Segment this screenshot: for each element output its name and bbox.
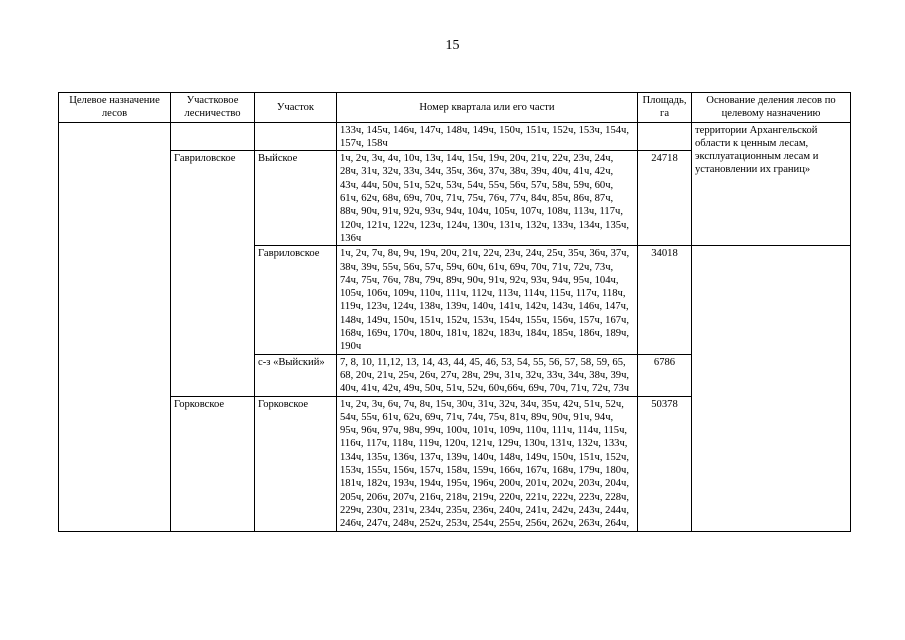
plot-cell [255, 122, 337, 151]
header-purpose: Целевое назначение лесов [59, 93, 171, 123]
area-cell: 50378 [638, 396, 692, 531]
table-header-row [59, 93, 851, 123]
plot-cell: Горковское [255, 396, 337, 531]
district-cell [171, 122, 255, 151]
basis-empty-cell [692, 246, 851, 531]
plot-cell: Гавриловское [255, 246, 337, 354]
header-basis: Основание деления лесов по целевому назначению [692, 93, 851, 123]
quarters-cell: 1ч, 2ч, 7ч, 8ч, 9ч, 19ч, 20ч, 21ч, 22ч, 23ч, 24ч, 25ч, 35ч, 36ч, 37ч, 38ч, 39ч, 55ч, 56ч, 57ч, 59ч, 60ч, 61ч, 69ч, 70ч, 71ч, 72ч, 73ч, 74ч, 75ч, 76ч, 78ч, 79ч, 89ч, 90ч, 91ч, 92ч, 93ч, 94ч, 95ч, 104ч, 105ч, 106ч, 109ч, 110ч, 111ч, 112ч, 113ч, 114ч, 115ч, 117ч, 118ч, 119ч, 123ч, 124ч, 138ч, 139ч, 140ч, 141ч, 142ч, 143ч, 146ч, 147ч, 148ч, 149ч, 150ч, 151ч, 152ч, 153ч, 154ч, 155ч, 156ч, 157ч, 167ч, 168ч, 169ч, 170ч, 180ч, 181ч, 182ч, 183ч, 184ч, 185ч, 186ч, 189ч, 190ч [337, 246, 638, 354]
plot-cell: Выйское [255, 151, 337, 246]
quarters-cell: 1ч, 2ч, 3ч, 6ч, 7ч, 8ч, 15ч, 30ч, 31ч, 32ч, 34ч, 35ч, 42ч, 51ч, 52ч, 54ч, 55ч, 61ч, 62ч, 69ч, 71ч, 74ч, 75ч, 81ч, 89ч, 90ч, 91ч, 94ч, 95ч, 96ч, 97ч, 98ч, 99ч, 100ч, 101ч, 109ч, 110ч, 111ч, 114ч, 115ч, 116ч, 117ч, 118ч, 119ч, 120ч, 121ч, 129ч, 130ч, 131ч, 132ч, 133ч, 134ч, 135ч, 136ч, 137ч, 139ч, 140ч, 148ч, 149ч, 150ч, 151ч, 152ч, 153ч, 155ч, 156ч, 157ч, 158ч, 159ч, 166ч, 167ч, 168ч, 179ч, 180ч, 181ч, 182ч, 193ч, 194ч, 195ч, 196ч, 200ч, 201ч, 202ч, 203ч, 204ч, 205ч, 206ч, 207ч, 216ч, 218ч, 219ч, 220ч, 221ч, 222ч, 223ч, 228ч, 229ч, 230ч, 231ч, 234ч, 235ч, 236ч, 240ч, 241ч, 242ч, 243ч, 244ч, 246ч, 247ч, 248ч, 252ч, 253ч, 254ч, 255ч, 256ч, 262ч, 263ч, 264ч, [337, 396, 638, 531]
area-cell: 24718 [638, 151, 692, 246]
header-quarter: Номер квартала или его части [337, 93, 638, 123]
header-plot: Участок [255, 93, 337, 123]
area-cell [638, 122, 692, 151]
header-area: Площадь, га [638, 93, 692, 123]
district-cell: Горковское [171, 396, 255, 531]
table-row [59, 122, 851, 151]
quarters-cell: 1ч, 2ч, 3ч, 4ч, 10ч, 13ч, 14ч, 15ч, 19ч, 20ч, 21ч, 22ч, 23ч, 24ч, 28ч, 31ч, 32ч, 33ч, 34ч, 35ч, 36ч, 37ч, 38ч, 39ч, 40ч, 41ч, 42ч, 43ч, 44ч, 50ч, 51ч, 52ч, 53ч, 54ч, 55ч, 56ч, 57ч, 58ч, 59ч, 60ч, 61ч, 62ч, 68ч, 69ч, 70ч, 71ч, 75ч, 76ч, 77ч, 84ч, 85ч, 86ч, 87ч, 88ч, 90ч, 91ч, 92ч, 93ч, 94ч, 104ч, 105ч, 107ч, 108ч, 113ч, 117ч, 120ч, 121ч, 122ч, 123ч, 124ч, 130ч, 131ч, 132ч, 133ч, 134ч, 135ч, 136ч [337, 151, 638, 246]
forest-purpose-table [58, 92, 851, 532]
area-cell: 6786 [638, 354, 692, 396]
quarters-cell: 133ч, 145ч, 146ч, 147ч, 148ч, 149ч, 150ч, 151ч, 152ч, 153ч, 154ч, 157ч, 158ч [337, 122, 638, 151]
area-cell: 34018 [638, 246, 692, 354]
basis-cell: территории Архангельской области к ценным лесам, эксплуатационным лесам и установлении их границ» [692, 122, 851, 246]
page-number: 15 [445, 38, 460, 53]
plot-cell: с-з «Выйский» [255, 354, 337, 396]
district-cell: Гавриловское [171, 151, 255, 396]
quarters-cell: 7, 8, 10, 11,12, 13, 14, 43, 44, 45, 46, 53, 54, 55, 56, 57, 58, 59, 65, 68, 20ч, 21ч, 25ч, 26ч, 27ч, 28ч, 29ч, 31ч, 32ч, 33ч, 34ч, 38ч, 39ч, 40ч, 41ч, 42ч, 49ч, 50ч, 51ч, 52ч, 60ч,66ч, 69ч, 70ч, 71ч, 72ч, 73ч [337, 354, 638, 396]
header-district: Участковое лесничество [171, 93, 255, 123]
purpose-cell [59, 122, 171, 531]
